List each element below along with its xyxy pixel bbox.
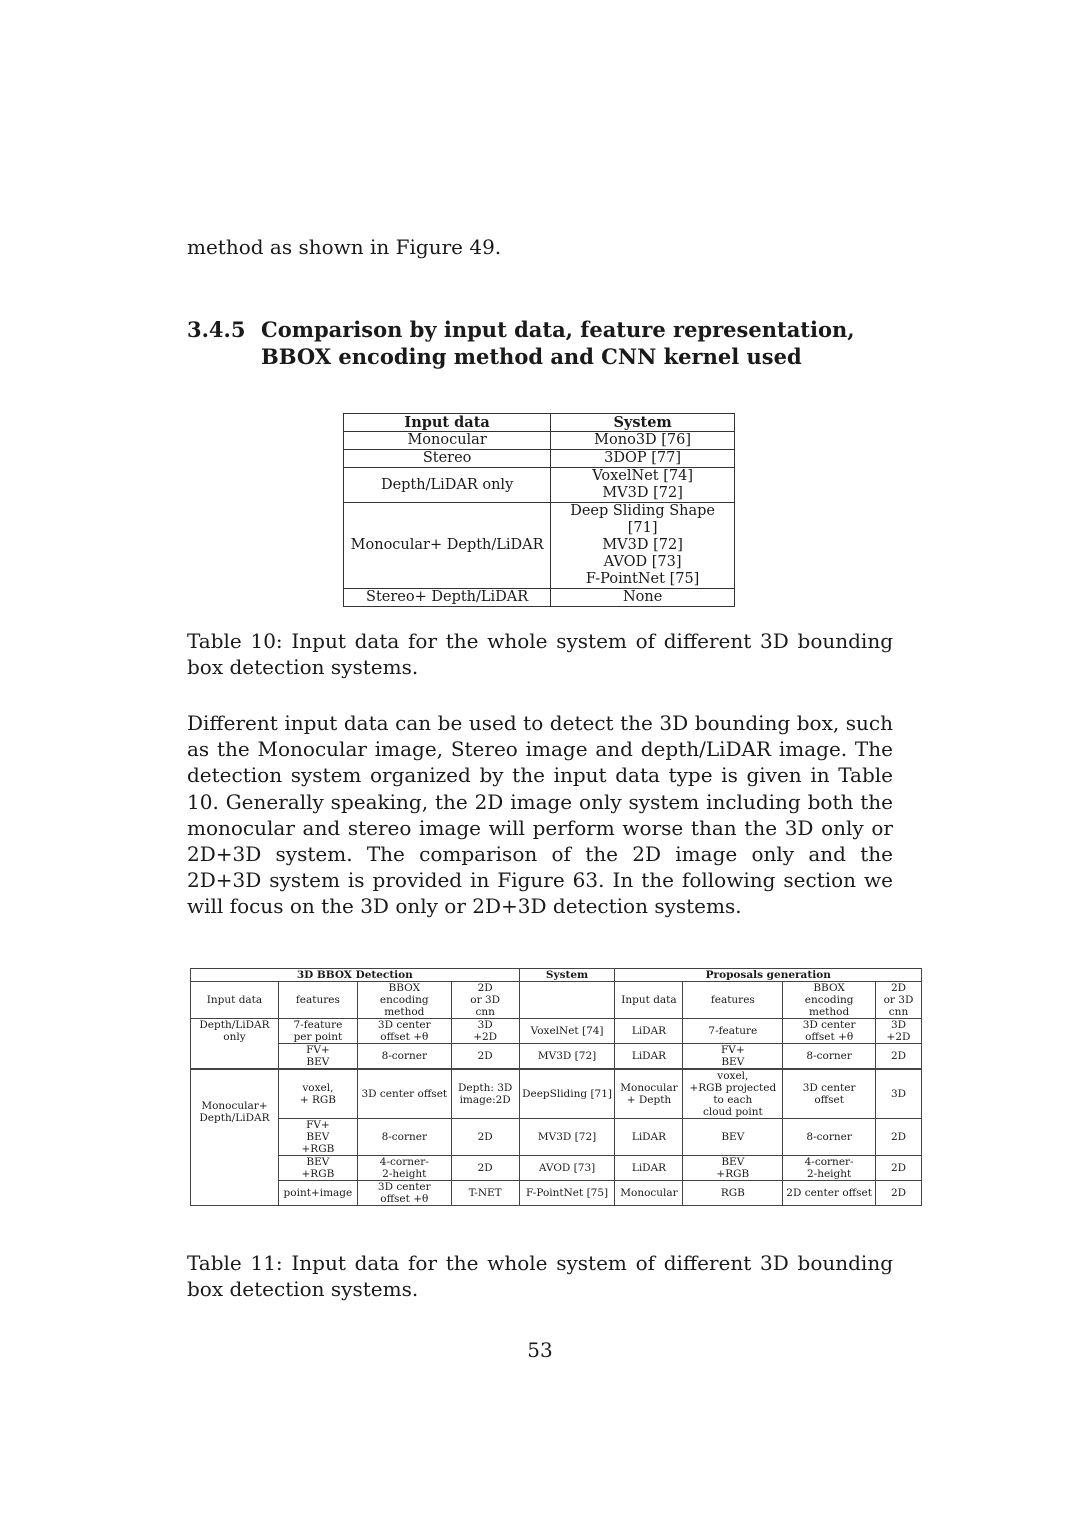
table-row [344,503,735,589]
t11-cnn: 3D +2D [451,1019,519,1044]
t10-header-system: System [551,414,735,432]
t11-features: voxel, + RGB [278,1069,357,1119]
t10-input: Monocular+ Depth/LiDAR [344,503,551,589]
table-row [191,1019,922,1044]
t11-p-bbox: 8-corner [783,1119,876,1156]
t11-p-features: RGB [683,1181,783,1206]
t11-p-features: 7-feature [683,1019,783,1044]
t11-group-mono: Monocular+ Depth/LiDAR [191,1069,279,1206]
t10-input: Monocular [344,432,551,450]
t11-cnn: 2D [451,1156,519,1181]
t11-group-depth: Depth/LiDAR only [191,1019,279,1070]
section-title: Comparison by input data, feature representation, BBOX encoding method and CNN kernel used [261,317,855,369]
t11-header-p-cnn: 2D or 3D cnn [876,982,922,1019]
table-10 [343,413,735,607]
t11-p-bbox: 2D center offset [783,1181,876,1206]
t11-features: point+image [278,1181,357,1206]
table-row [191,1119,922,1156]
t11-cnn: Depth: 3D image:2D [451,1069,519,1119]
table-11-caption: Table 11: Input data for the whole system of different 3D bounding box detection systems. [187,1251,893,1301]
t11-header-cnn: 2D or 3D cnn [451,982,519,1019]
t11-features: 7-feature per point [278,1019,357,1044]
table-row [191,1156,922,1181]
t11-header-features: features [278,982,357,1019]
t11-features: FV+ BEV +RGB [278,1119,357,1156]
t11-p-bbox: 4-corner- 2-height [783,1156,876,1181]
table-row [191,1181,922,1206]
t11-cnn: 2D [451,1119,519,1156]
body-paragraph: Different input data can be used to detect the 3D bounding box, such as the Monocular image, Stereo image and depth/LiDAR image. The detection system organized by the input data type is given in Table 10. Generally speaking, the 2D image only system including both the monocular and stereo image will perform worse than the 3D only or 2D+3D system. The comparison of the 2D image only and the 2D+3D system is provided in Figure 63. In the following section we will focus on the 3D only or 2D+3D detection systems. [187,711,893,919]
t11-header-system [519,982,615,1019]
t10-system: 3DOP [77] [551,450,735,468]
t11-p-cnn: 2D [876,1044,922,1070]
t11-group-proposals: Proposals generation [615,969,922,982]
t11-cnn: 2D [451,1044,519,1070]
t11-header-p-features: features [683,982,783,1019]
t11-bbox: 3D center offset +θ [357,1019,451,1044]
t11-cnn: T-NET [451,1181,519,1206]
table-row [191,1069,922,1119]
t11-header-p-bbox: BBOX encoding method [783,982,876,1019]
table-row [191,1044,922,1070]
table-row [344,589,735,607]
t11-p-input: LiDAR [615,1156,683,1181]
t11-bbox: 3D center offset [357,1069,451,1119]
t11-system: MV3D [72] [519,1119,615,1156]
t11-features: FV+ BEV [278,1044,357,1070]
t11-p-input: Monocular + Depth [615,1069,683,1119]
t11-header-bbox: BBOX encoding method [357,982,451,1019]
t11-p-input: LiDAR [615,1019,683,1044]
t11-p-bbox: 3D center offset +θ [783,1019,876,1044]
t11-header-input: Input data [191,982,279,1019]
t11-system: VoxelNet [74] [519,1019,615,1044]
page-number: 53 [527,1338,553,1362]
t11-header-p-input: Input data [615,982,683,1019]
t10-system: VoxelNet [74] MV3D [72] [551,468,735,503]
t11-p-features: voxel, +RGB projected to each cloud point [683,1069,783,1119]
t11-p-input: LiDAR [615,1119,683,1156]
table-11 [190,968,922,1206]
t10-input: Stereo [344,450,551,468]
t11-system: AVOD [73] [519,1156,615,1181]
t11-p-bbox: 3D center offset [783,1069,876,1119]
t11-features: BEV +RGB [278,1156,357,1181]
t11-bbox: 4-corner- 2-height [357,1156,451,1181]
t10-input: Stereo+ Depth/LiDAR [344,589,551,607]
t11-system: MV3D [72] [519,1044,615,1070]
table-10-caption: Table 10: Input data for the whole system of different 3D bounding box detection systems. [187,629,893,679]
t11-system: DeepSliding [71] [519,1069,615,1119]
t11-p-cnn: 2D [876,1119,922,1156]
table-row [344,432,735,450]
t11-group-detection: 3D BBOX Detection [191,969,520,982]
t11-bbox: 8-corner [357,1119,451,1156]
t11-p-features: FV+ BEV [683,1044,783,1070]
table-row [344,468,735,503]
t11-bbox: 8-corner [357,1044,451,1070]
table-row [344,450,735,468]
t10-system: None [551,589,735,607]
t11-p-features: BEV +RGB [683,1156,783,1181]
t10-system: Deep Sliding Shape [71] MV3D [72] AVOD [73] F-PointNet [75] [551,503,735,589]
t11-p-cnn: 3D +2D [876,1019,922,1044]
lead-line: method as shown in Figure 49. [187,235,502,259]
t11-p-bbox: 8-corner [783,1044,876,1070]
t11-p-input: LiDAR [615,1044,683,1070]
section-number: 3.4.5 [187,317,246,342]
t10-input: Depth/LiDAR only [344,468,551,503]
t11-p-cnn: 2D [876,1181,922,1206]
t11-p-features: BEV [683,1119,783,1156]
t10-header-input: Input data [344,414,551,432]
t11-p-input: Monocular [615,1181,683,1206]
section-heading [187,316,893,370]
t11-group-system: System [519,969,615,982]
t11-bbox: 3D center offset +θ [357,1181,451,1206]
t11-system: F-PointNet [75] [519,1181,615,1206]
t11-p-cnn: 3D [876,1069,922,1119]
t10-system: Mono3D [76] [551,432,735,450]
t11-p-cnn: 2D [876,1156,922,1181]
